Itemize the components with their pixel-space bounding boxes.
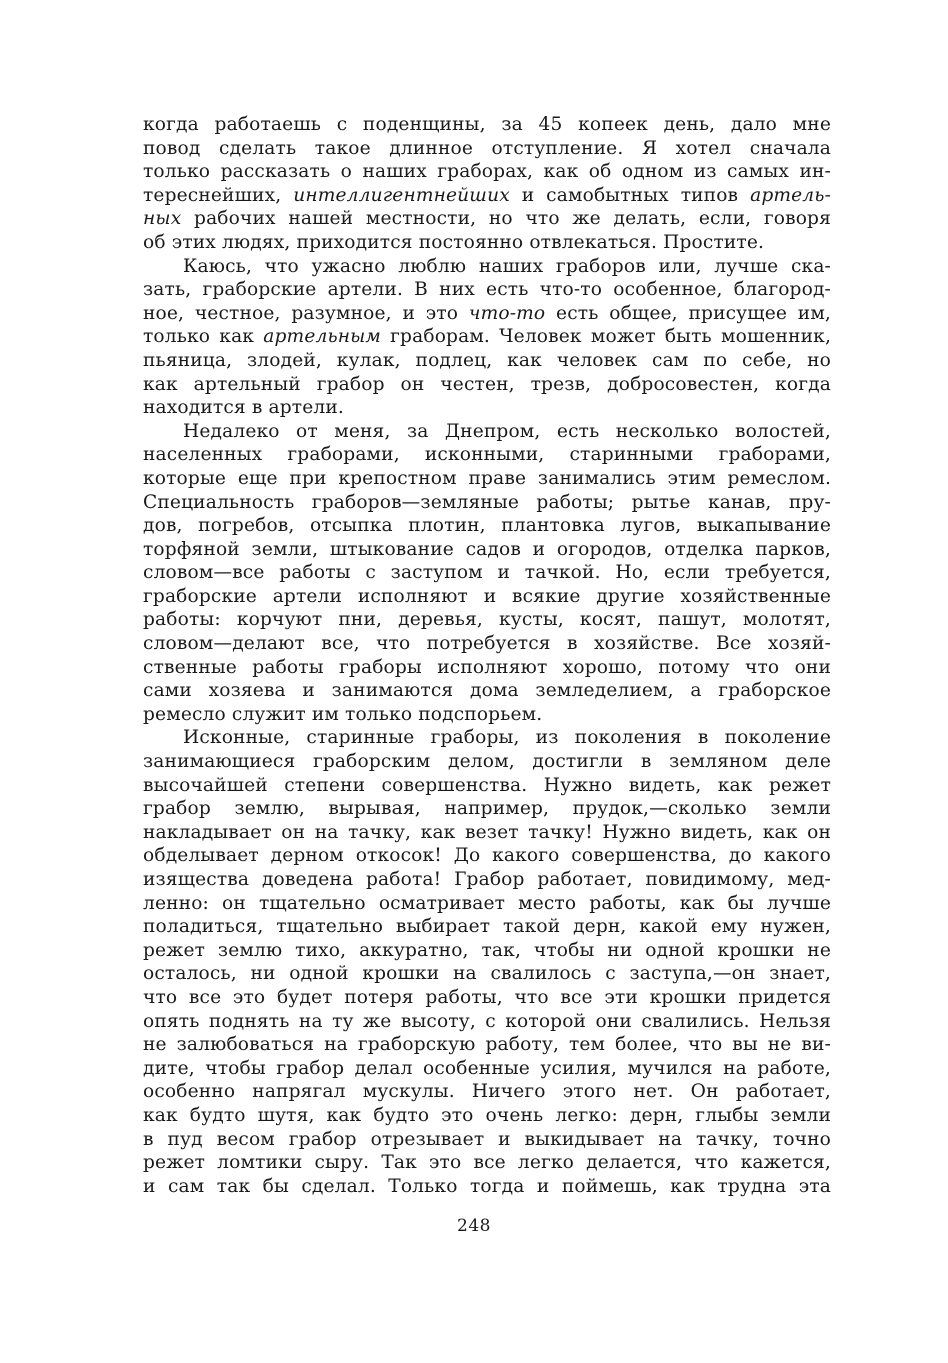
text-line: работы: корчуют пни, деревья, кусты, косят, пашут, молотят,: [143, 609, 831, 631]
text-line: только как артельным граборам. Человек может быть мошенник,: [143, 326, 832, 348]
text-line: которые еще при крепостном праве занимались этим ремеслом.: [143, 467, 831, 489]
text-line: населенных граборами, исконными, старинными граборами,: [143, 444, 831, 466]
text-line: Недалеко от меня, за Днепром, есть несколько волостей,: [183, 420, 831, 442]
italic-text: ных: [143, 208, 182, 230]
text-line: Исконные, старинные граборы, из поколения в поколение: [183, 727, 831, 749]
text-line: изящества доведена работа! Грабор работает, повидимому, мед-: [143, 869, 831, 890]
text-line: когда работаешь с поденщины, за 45 копеек день, дало мне: [143, 114, 831, 135]
text-line: осталось, ни одной крошки на свалилось с заступа,—он знает,: [143, 963, 831, 985]
text-line: особенно напрягал мускулы. Ничего этого нет. Он работает,: [143, 1081, 831, 1103]
text-line: грабор землю, вырывая, например, прудок,—сколько земли: [143, 798, 831, 820]
text-line: накладывает он на тачку, как везет тачку! Нужно видеть, как он: [143, 821, 831, 843]
text-line: ремесло служит им только подспорьем.: [143, 703, 543, 725]
text-line: ленно: он тщательно осматривает место работы, как бы лучше: [143, 892, 831, 914]
text-line: что все это будет потеря работы, что все эти крошки придется: [143, 986, 831, 1008]
text-line: граборские артели исполняют и всякие другие хозяйственные: [143, 585, 831, 607]
text-line: как будто шутя, как будто это очень легко: дерн, глыбы земли: [143, 1104, 831, 1126]
text-line: ственные работы граборы исполняют хорошо, потому что они: [143, 656, 831, 678]
text-line: Каюсь, что ужасно люблю наших граборов или, лучше ска-: [183, 255, 831, 277]
text-line: не залюбоваться на граборскую работу, тем более, что вы не ви-: [143, 1034, 831, 1056]
text-line: зать, граборские артели. В них есть что-то особенное, благород-: [143, 279, 831, 301]
page-number: 248: [457, 1216, 491, 1236]
text-line: находится в артели.: [143, 397, 344, 419]
text-line: Специальность граборов—земляные работы; рытье канав, пру-: [143, 491, 831, 513]
text-line: режет ломтики сыру. Так это все легко делается, что кажется,: [143, 1152, 831, 1174]
text-line: повод сделать такое длинное отступление. Я хотел сначала: [143, 137, 831, 159]
text-line: словом—делают все, что потребуется в хозяйстве. Все хозяй-: [143, 633, 831, 655]
text-line: в пуд весом грабор отрезывает и выкидывает на тачку, точно: [143, 1128, 831, 1150]
text-line: как артельный грабор он честен, трезв, добросовестен, когда: [143, 373, 831, 395]
text-line: только рассказать о наших граборах, как об одном из самых ин-: [143, 161, 831, 183]
text-line: поладиться, тщательно выбирает такой дерн, какой ему нужен,: [143, 916, 831, 938]
text-line: и сам так бы сделал. Только тогда и поймешь, как трудна эта: [143, 1175, 831, 1197]
text-line: занимающиеся граборским делом, достигли в земляном деле: [143, 751, 831, 773]
text-line: об этих людях, приходится постоянно отвлекаться. Простите.: [143, 231, 765, 253]
text-line: ных рабочих нашей местности, но что же делать, если, говоря: [143, 208, 831, 230]
text-line: режет землю тихо, аккуратно, так, чтобы ни одной крошки не: [143, 939, 831, 961]
text-line: дите, чтобы грабор делал особенные усилия, мучился на работе,: [143, 1057, 831, 1079]
body-text: [143, 113, 831, 1198]
text-line: тереснейших, интеллигентнейших и самобытных типов артель-: [143, 184, 831, 206]
text-line: высочайшей степени совершенства. Нужно видеть, как режет: [143, 774, 831, 796]
italic-text: интеллигентнейших: [293, 184, 510, 206]
italic-text: артельным: [263, 326, 381, 348]
text-line: обделывает дерном откосок! До какого совершенства, до какого: [143, 845, 831, 867]
italic-text: что-то: [468, 302, 546, 324]
text-line: сами хозяева и занимаются дома земледелием, а граборское: [143, 680, 831, 702]
text-line: словом—все работы с заступом и тачкой. Но, если требуется,: [143, 562, 831, 584]
text-line: торфяной земли, штыкование садов и огородов, отделка парков,: [143, 538, 831, 560]
italic-text: артель-: [750, 184, 831, 206]
text-line: ное, честное, разумное, и это что-то есть общее, присущее им,: [143, 302, 831, 324]
text-line: дов, погребов, отсыпка плотин, плантовка лугов, выкапывание: [143, 515, 831, 537]
text-line: опять поднять на ту же высоту, с которой они свалились. Нельзя: [143, 1010, 831, 1032]
text-line: пьяница, злодей, кулак, подлец, как человек сам по себе, но: [143, 349, 831, 371]
